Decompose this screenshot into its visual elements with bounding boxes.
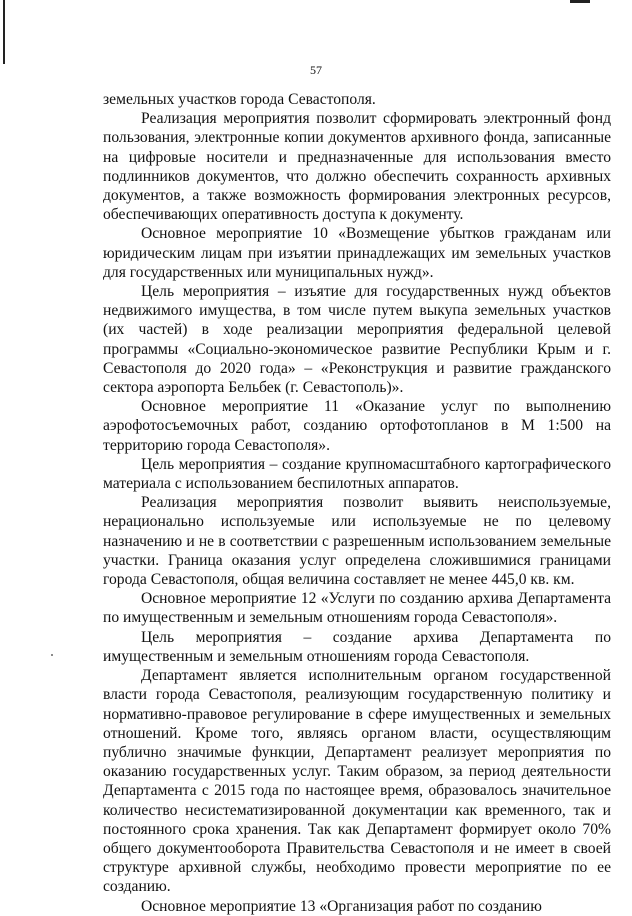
paragraph-measure-11: Основное мероприятие 11 «Оказание услуг по выполнению аэрофотосъемочных работ, созданию ортофотопланов в М 1:500 на территорию города Севастополя».: [103, 398, 611, 454]
paragraph-measure-13: Основное мероприятие 13 «Организация работ по созданию: [141, 897, 542, 915]
scan-speck: [51, 654, 53, 656]
scan-edge-mark: [3, 0, 5, 64]
paragraph-measure-10: Основное мероприятие 10 «Возмещение убытков гражданам или юридическим лицам при изъятии принадлежащих им земельных участков для государственных или муниципальных нужд».: [103, 225, 611, 281]
paragraph-measure-11-result: Реализация мероприятия позволит выявить неиспользуемые, нерационально используемые или используемые не по целевому назначению и не в соответствии с разрешенным использованием земельные участки. Граница оказания услуг определена сложившимися границами города Севастополя, общая величина составляет не менее 445,0 кв. км.: [103, 494, 611, 589]
paragraph-measure-12: Основное мероприятие 12 «Услуги по созданию архива Департамента по имущественным и земельным отношениям города Севастополя».: [103, 590, 611, 627]
paragraph-measure-11-goal: Цель мероприятия – создание крупномасштабного картографического материала с использованием беспилотных аппаратов.: [103, 455, 611, 493]
paragraph-measure-12-goal: Цель мероприятия – создание архива Департамента по имущественным и земельным отношениям города Севастополя.: [103, 628, 611, 665]
scan-corner-mark: [570, 0, 590, 3]
page-number: 57: [310, 63, 322, 77]
document-body: [103, 90, 611, 916]
paragraph-archive-fund: Реализация мероприятия позволит сформировать электронный фонд пользования, электронные копии документов архивного фонда, записанные на цифровые носители и предназначенные для использования вместо подлинников документов, что должно обеспечить сохранность архивных документов, а также возможность формирования электронных ресурсов, обеспечивающих оперативность доступа к документу.: [103, 110, 611, 224]
paragraph-department: Департамент является исполнительным органом государственной власти города Севастополя, реализующим государственную политику и нормативно-правовое регулирование в сфере имущественных и земельных отношений. Кроме того, являясь органом власти, осуществляющим публично значимые функции, Департамент реализует мероприятия по оказанию государственных услуг. Таким образом, за период деятельности Департамента с 2015 года по настоящее время, образовалось значительное количество несистематизированной документации как временного, так и постоянного срока хранения. Так как Департамент формирует около 70% общего документооборота Правительства Севастополя и не имеет в своей структуре архивной службы, необходимо провести мероприятие по ее созданию.: [103, 667, 611, 896]
paragraph-continuation: земельных участков города Севастополя.: [103, 91, 376, 108]
paragraph-measure-10-goal: Цель мероприятия – изъятие для государственных нужд объектов недвижимого имущества, в том числе путем выкупа земельных участков (их частей) в ходе реализации мероприятия федеральной целевой программы «Социально-экономическое развитие Республики Крым и г. Севастополя до 2020 года» – «Реконструкция и развитие гражданского сектора аэропорта Бельбек (г. Севастополь)».: [103, 283, 611, 397]
